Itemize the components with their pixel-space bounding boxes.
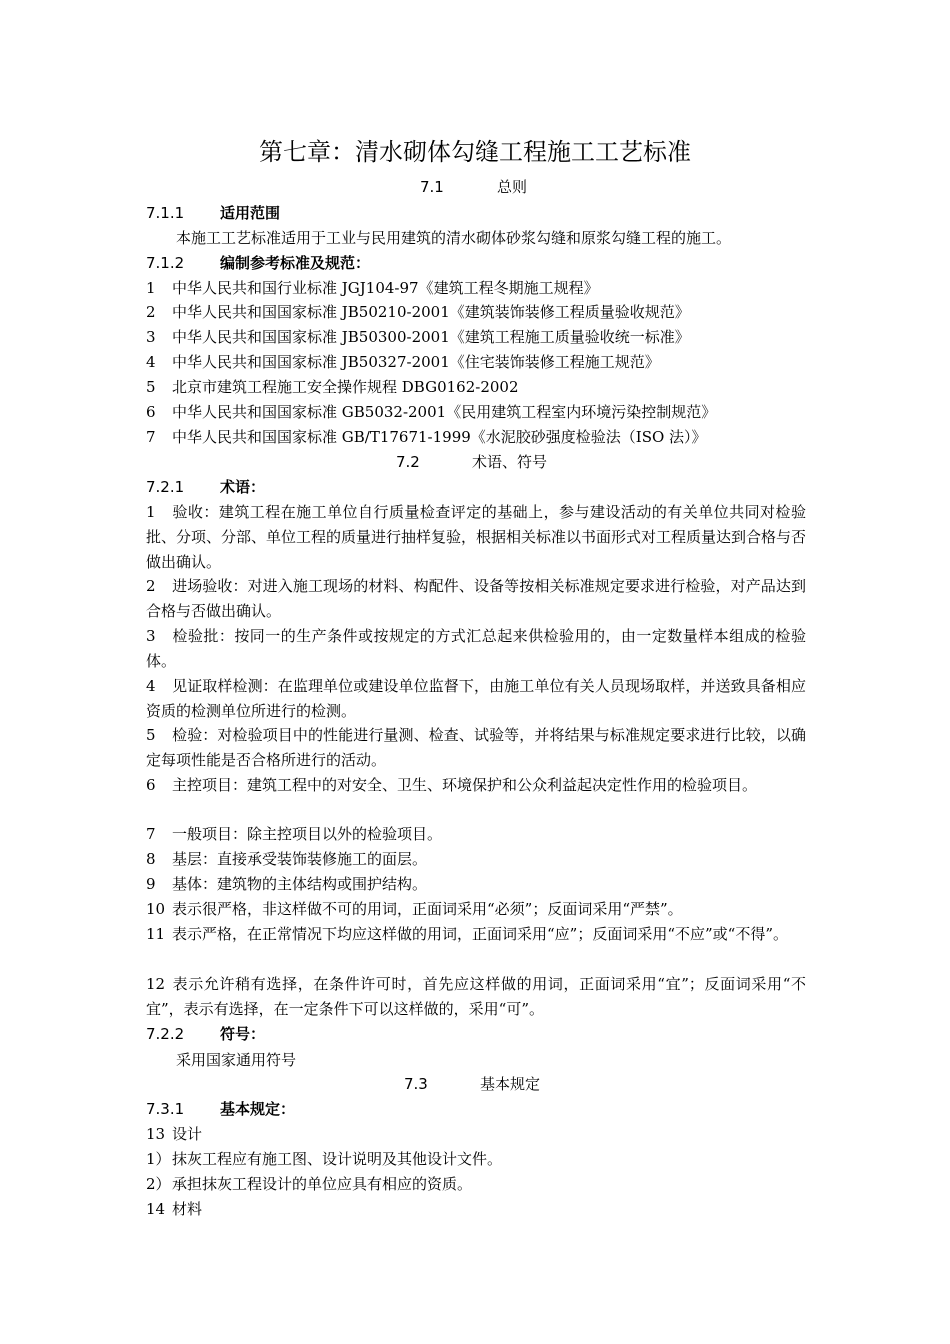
- term-item: 12 表示允许稍有选择，在条件许可时，首先应这样做的用词，正面词采用“宜”；反面词采用“不宜”，表示有选择，在一定条件下可以这样做的，采用“可”。: [146, 975, 806, 1018]
- reference-item: 3 中华人民共和国国家标准 JB50300-2001《建筑工程施工质量验收统一标准》: [146, 328, 690, 346]
- term-item: 6 主控项目：建筑工程中的对安全、卫生、环境保护和公众利益起决定性作用的检验项目。: [146, 776, 758, 794]
- basic-item: 1）抹灰工程应有施工图、设计说明及其他设计文件。: [146, 1150, 503, 1168]
- term-item: 1 验收：建筑工程在施工单位自行质量检查评定的基础上，参与建设活动的有关单位共同对检验批、分项、分部、单位工程的质量进行抽样复验，根据相关标准以书面形式对工程质量达到合格与否做出确认。: [146, 503, 807, 571]
- basic-item: 14 材料: [146, 1200, 203, 1218]
- term-item: 11 表示严格，在正常情况下均应这样做的用词，正面词采用“应”；反面词采用“不应”或“不得”。: [146, 925, 789, 943]
- section-number: 7.1: [420, 178, 444, 196]
- section-label: 基本规定: [480, 1075, 541, 1093]
- term-item: 10 表示很严格，非这样做不可的用词，正面词采用“必须”；反面词采用“严禁”。: [146, 900, 683, 918]
- term-item: 8 基层：直接承受装饰装修施工的面层。: [146, 850, 428, 868]
- subsection-heading-7-1-1: 7.1.1 适用范围: [146, 204, 281, 222]
- term-item: 3 检验批：按同一的生产条件或按规定的方式汇总起来供检验用的，由一定数量样本组成的检验体。: [146, 627, 806, 670]
- term-item: 9 基体：建筑物的主体结构或围护结构。: [146, 875, 428, 893]
- term-item: 7 一般项目：除主控项目以外的检验项目。: [146, 825, 443, 843]
- subsection-heading-7-2-1: 7.2.1 术语：: [146, 478, 266, 496]
- reference-item: 5 北京市建筑工程施工安全操作规程 DBG0162-2002: [146, 378, 519, 396]
- term-item: 4 见证取样检测：在监理单位或建设单位监督下，由施工单位有关人员现场取样，并送致具备相应资质的检测单位所进行的检测。: [146, 677, 806, 720]
- section-number: 7.2: [396, 453, 420, 471]
- term-item: 5 检验：对检验项目中的性能进行量测、检查、试验等，并将结果与标准规定要求进行比较，以确定每项性能是否合格所进行的活动。: [146, 726, 806, 769]
- section-label: 总则: [497, 178, 528, 196]
- reference-item: 7 中华人民共和国国家标准 GB/T17671-1999《水泥胶砂强度检验法（ISO 法）》: [146, 428, 707, 446]
- reference-item: 2 中华人民共和国国家标准 JB50210-2001《建筑装饰装修工程质量验收规范》: [146, 303, 690, 321]
- section-number: 7.3: [404, 1075, 428, 1093]
- subsection-heading-7-3-1: 7.3.1 基本规定：: [146, 1100, 296, 1118]
- reference-item: 1 中华人民共和国行业标准 JGJ104-97《建筑工程冬期施工规程》: [146, 279, 599, 297]
- basic-item: 2）承担抹灰工程设计的单位应具有相应的资质。: [146, 1175, 473, 1193]
- section-label: 术语、符号: [472, 453, 548, 471]
- subsection-heading-7-1-2: 7.1.2 编制参考标准及规范：: [146, 254, 371, 272]
- symbols-paragraph: 采用国家通用符号: [176, 1051, 297, 1069]
- chapter-title: 第七章：清水砌体勾缝工程施工工艺标准: [259, 138, 691, 166]
- scope-paragraph: 本施工工艺标准适用于工业与民用建筑的清水砌体砂浆勾缝和原浆勾缝工程的施工。: [176, 229, 732, 247]
- reference-item: 4 中华人民共和国国家标准 JB50327-2001《住宅装饰装修工程施工规范》: [146, 353, 660, 371]
- subsection-heading-7-2-2: 7.2.2 符号：: [146, 1025, 266, 1043]
- reference-item: 6 中华人民共和国国家标准 GB5032-2001《民用建筑工程室内环境污染控制规范》: [146, 403, 717, 421]
- basic-item: 13 设计: [146, 1125, 203, 1143]
- term-item: 2 进场验收：对进入施工现场的材料、构配件、设备等按相关标准规定要求进行检验，对产品达到合格与否做出确认。: [146, 577, 806, 620]
